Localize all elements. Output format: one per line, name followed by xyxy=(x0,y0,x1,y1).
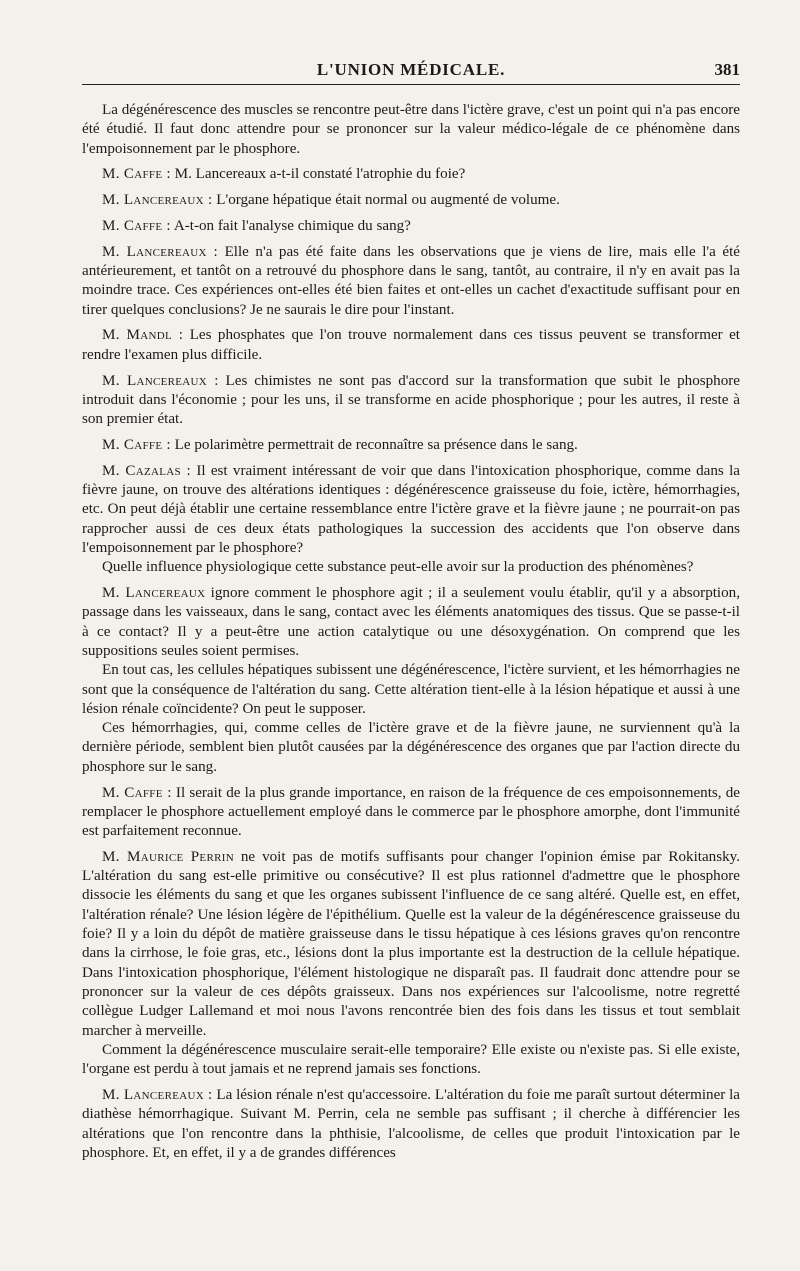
paragraph-text: M. Lancereaux a-t-il constaté l'atrophie du foie? xyxy=(170,166,466,183)
paragraph xyxy=(82,165,740,184)
paragraph-text: Il est vraiment intéressant de voir que dans l'intoxication phosphorique, comme dans la fièvre jaune, on trouve des altérations identiques : dégénérescence graisseuse du foie, ictère, hémorrhagies, etc. On peut déjà établir une certaine ressemblance entre l'ictère grave et la fièvre jaune ; ne pourrait-on pas rapprocher aussi de ces deux états pathologiques la succession des accidents que l'on observe dans l'empoisonnement par le phosphore? xyxy=(82,462,740,556)
paragraph-text: En tout cas, les cellules hépatiques subissent une dégénérescence, l'ictère survient, et les hémorrhagies ne sont que la conséquence de l'altération du sang. Cette altération tient-elle à la lésion hépatique et aussi à une lésion rénale coïncidente? On peut le supposer. xyxy=(82,662,740,717)
speaker-name: M. Lancereaux : xyxy=(102,1086,213,1103)
paragraph-text: Comment la dégénérescence musculaire serait-elle temporaire? Elle existe ou n'existe pas. Si elle existe, l'organe est perdu à tout jamais et ne reprend jamais ses fonctions. xyxy=(82,1041,740,1078)
paragraph-text: Les chimistes ne sont pas d'accord sur la transformation que subit le phosphore introduit dans l'économie ; pour les uns, il se transforme en acide phosphorique ; pour les autres, il reste à son premier état. xyxy=(82,372,740,428)
speaker-name: M. Cazalas : xyxy=(102,462,192,479)
paragraph xyxy=(82,1086,740,1163)
paragraph xyxy=(82,661,740,719)
speaker-name: M. Caffe : xyxy=(102,784,172,801)
paragraph-text: Elle n'a pas été faite dans les observations que je viens de lire, mais elle l'a été antérieurement, et tantôt on a retrouvé du phosphore dans le sang, tantôt, au contraire, il n'y en avait pas la moindre trace. Ces expériences ont-elles été bien faites et ont-elles un cachet d'exactitude suffisant pour en tirer quelques conclusions? Je ne saurais le dire pour l'instant. xyxy=(82,243,740,318)
paragraph-text: Les phosphates que l'on trouve normalement dans ces tissus peuvent se transformer et rendre l'examen plus difficile. xyxy=(82,327,741,363)
paragraph-text: La lésion rénale n'est qu'accessoire. L'altération du foie me paraît surtout déterminer la diathèse hémorrhagique. Suivant M. Perrin, cela ne semble pas suffisant ; il cherche à différencier les altérations que l'on rencontre dans la phthisie, l'alcoolisme, de celles que produit l'intoxication par le phosphore. Et, en effet, il y a de grandes différences xyxy=(82,1086,740,1161)
paragraph-text: Quelle influence physiologique cette substance peut-elle avoir sur la production des phénomènes? xyxy=(102,559,694,576)
paragraph-text: A-t-on fait l'analyse chimique du sang? xyxy=(170,217,411,234)
speaker-name: M. Mandl : xyxy=(102,327,184,344)
paragraph xyxy=(82,326,740,365)
paragraph xyxy=(82,243,740,320)
paragraph-text: La dégénérescence des muscles se rencontre peut-être dans l'ictère grave, c'est un point qui n'a pas encore été étudié. Il faut donc attendre pour se prononcer sur la valeur médico-légale de ce phénomène dans l'empoisonnement par le phosphore. xyxy=(82,102,740,157)
paragraph xyxy=(82,436,740,455)
speaker-name: M. Lancereaux : xyxy=(102,243,219,260)
speaker-name: M. Caffe : xyxy=(102,166,171,183)
paragraph xyxy=(82,848,740,1041)
paragraph xyxy=(82,372,740,430)
journal-title: L'UNION MÉDICALE. xyxy=(316,60,506,79)
paragraph xyxy=(82,584,740,661)
paragraph-text: L'organe hépatique était normal ou augmenté de volume. xyxy=(212,192,560,209)
paragraph xyxy=(82,719,740,777)
paragraph-text: ne voit pas de motifs suffisants pour changer l'opinion émise par Rokitansky. L'altération du sang est-elle primitive ou consécutive? Il est plus rationnel d'admettre que le phosphore dissocie les éléments du sang et que les organes subissent l'influence de ce sang altéré. Quelle est, en effet, l'altération rénale? Une lésion légère de l'épithélium. Quelle est la valeur de la dégénérescence graisseuse du foie? Il y a loin du dépôt de matière graisseuse dans le tissu hépatique à ces lésions graves qu'on rencontre dans la cirrhose, le foie gras, etc., lésions dont la plus importante est la destruction de la cellule hépatique. Dans l'intoxication phosphorique, l'élément histologique ne disparaît pas. Il faudrait donc attendre pour se prononcer sur la valeur de ces dépôts graisseux. Dans nos expériences sur l'alcoolisme, notre regretté collègue Ludger Lallemand et moi nous l'avons rencontrée bien des fois dans les tissus et tout semblait marcher à merveille. xyxy=(82,848,740,1039)
speaker-name: M. Maurice Perrin xyxy=(102,848,234,865)
paragraph-text: Le polarimètre permettrait de reconnaître sa présence dans le sang. xyxy=(170,436,578,453)
paragraph xyxy=(82,191,740,210)
paragraph xyxy=(82,462,740,558)
paragraph-text: ignore comment le phosphore agit ; il a seulement voulu établir, qu'il y a absorption, passage dans les vaisseaux, dans le sang, contact avec les éléments anatomiques des tissus. Que se passe-t-il à ce contact? Il y a peut-être une action catalytique ou une désoxygénation. On comprend que les suppositions seules soient permises. xyxy=(82,585,740,659)
speaker-name: M. Caffe : xyxy=(102,436,171,453)
speaker-name: M. Caffe : xyxy=(102,217,171,234)
article-body xyxy=(82,101,740,1163)
page-number: 381 xyxy=(714,60,740,79)
paragraph xyxy=(82,217,740,236)
paragraph xyxy=(82,101,740,159)
paragraph-text: Il serait de la plus grande importance, en raison de la fréquence de ces empoisonnements, de remplacer le phosphore actuellement employé dans le commerce par le phosphore amorphe, dont l'immunité est parfaitement reconnue. xyxy=(82,784,740,840)
speaker-name: M. Lancereaux : xyxy=(102,372,219,389)
paragraph xyxy=(82,558,740,577)
paragraph xyxy=(82,1041,740,1080)
speaker-name: M. Lancereaux : xyxy=(102,192,213,209)
running-head xyxy=(82,60,740,85)
paragraph xyxy=(82,784,740,842)
paragraph-text: Ces hémorrhagies, qui, comme celles de l'ictère grave et de la fièvre jaune, ne surviennent qu'à la dernière période, semblent bien plutôt causées par la dégénérescence des organes que par l'action directe du phosphore sur le sang. xyxy=(82,720,740,775)
speaker-name: M. Lancereaux xyxy=(102,585,206,602)
